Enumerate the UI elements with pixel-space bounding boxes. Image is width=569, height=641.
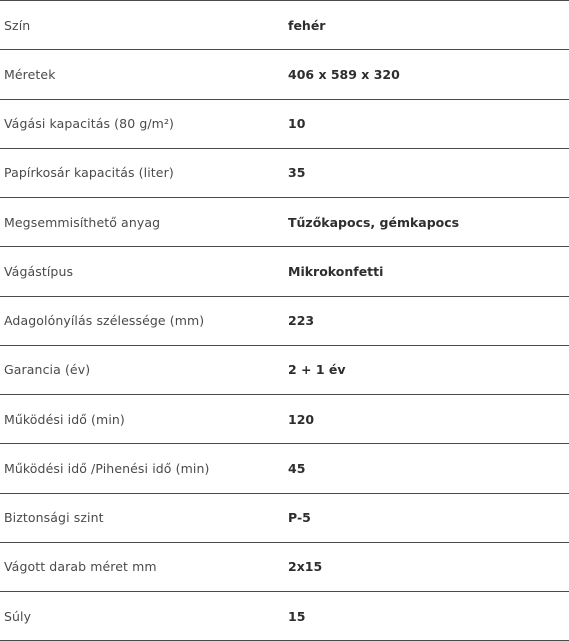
spec-value: 406 x 589 x 320 <box>284 50 569 99</box>
spec-value: 15 <box>284 592 569 641</box>
spec-label: Működési idő (min) <box>0 395 284 444</box>
table-row <box>0 542 569 591</box>
spec-value: P-5 <box>284 493 569 542</box>
spec-value: 35 <box>284 148 569 197</box>
spec-label: Megsemmisíthető anyag <box>0 198 284 247</box>
table-row <box>0 345 569 394</box>
table-row <box>0 395 569 444</box>
table-row <box>0 296 569 345</box>
table-row <box>0 444 569 493</box>
spec-label: Súly <box>0 592 284 641</box>
table-row <box>0 592 569 641</box>
spec-value: 45 <box>284 444 569 493</box>
spec-label: Garancia (év) <box>0 345 284 394</box>
spec-value: 2x15 <box>284 542 569 591</box>
spec-label: Vágott darab méret mm <box>0 542 284 591</box>
spec-label: Papírkosár kapacitás (liter) <box>0 148 284 197</box>
spec-label: Adagolónyílás szélessége (mm) <box>0 296 284 345</box>
spec-label: Biztonsági szint <box>0 493 284 542</box>
spec-label: Szín <box>0 1 284 50</box>
table-row <box>0 148 569 197</box>
table-row <box>0 493 569 542</box>
spec-value: Mikrokonfetti <box>284 247 569 296</box>
table-row <box>0 198 569 247</box>
spec-value: 120 <box>284 395 569 444</box>
spec-value: 2 + 1 év <box>284 345 569 394</box>
table-row <box>0 247 569 296</box>
table-row <box>0 1 569 50</box>
spec-label: Vágástípus <box>0 247 284 296</box>
spec-value: 223 <box>284 296 569 345</box>
spec-label: Vágási kapacitás (80 g/m²) <box>0 99 284 148</box>
table-row <box>0 50 569 99</box>
spec-label: Működési idő /Pihenési idő (min) <box>0 444 284 493</box>
table-row <box>0 99 569 148</box>
spec-label: Méretek <box>0 50 284 99</box>
spec-table-body <box>0 1 569 641</box>
spec-value: Tűzőkapocs, gémkapocs <box>284 198 569 247</box>
spec-value: fehér <box>284 1 569 50</box>
spec-value: 10 <box>284 99 569 148</box>
